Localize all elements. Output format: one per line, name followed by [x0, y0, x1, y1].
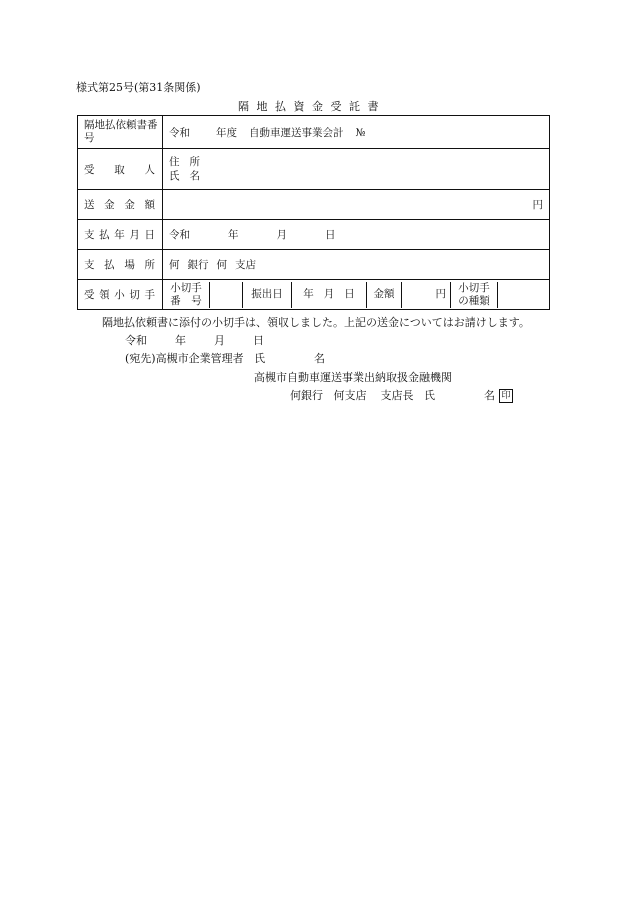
row-payment-place: [78, 250, 550, 280]
check-label-cell: [78, 280, 163, 310]
check-amount-label: 金額: [367, 282, 402, 308]
pay-date-day: 日: [325, 229, 336, 241]
addressee-prefix: (宛先)高槻市企業管理者: [125, 352, 244, 365]
amount-label-cell: [78, 190, 163, 220]
form-number: 様式第25号(第31条関係): [76, 81, 201, 94]
check-number-field[interactable]: [210, 282, 243, 308]
check-kind-field[interactable]: [498, 282, 550, 308]
place-field[interactable]: 何 銀行 何 支店: [163, 250, 550, 280]
recipient-address: 住 所: [169, 156, 200, 168]
amount-field[interactable]: [163, 190, 550, 220]
receipt-statement: 隔地払依頼書に添付の小切手は、領収しました。上記の送金についてはお請けします。: [102, 316, 530, 329]
issue-date-label: 振出日: [243, 282, 292, 308]
issue-date-field[interactable]: 年 月 日: [292, 282, 367, 308]
institution-name: 高槻市自動車運送事業出納取扱金融機関: [254, 371, 452, 384]
row-received-check: [78, 280, 550, 310]
date-line: 令和 年 月 日: [125, 334, 264, 347]
addressee-line: (宛先)高槻市企業管理者 氏 名: [125, 352, 326, 365]
check-number-label: 小切手 番 号: [170, 281, 202, 307]
recipient-label-cell: [78, 149, 163, 190]
document-title: 隔地払資金受託書: [214, 98, 410, 116]
recipient-field[interactable]: [163, 149, 550, 190]
amount-label: 送 金 金 額: [84, 199, 155, 211]
row-request-number: [78, 116, 550, 149]
pay-date-month: 月: [276, 229, 287, 241]
pay-date-era: 令和: [169, 229, 190, 241]
request-number-field[interactable]: [163, 116, 550, 149]
row-amount: [78, 190, 550, 220]
form-table: [77, 115, 550, 310]
seal-mark: 印: [499, 389, 513, 403]
recipient-label: 受 取 人: [84, 163, 155, 176]
pay-date-field[interactable]: [163, 220, 550, 250]
place-label: 支 払 場 所: [84, 259, 155, 271]
pay-date-label-cell: [78, 220, 163, 250]
row-recipient: [78, 149, 550, 190]
pay-date-label: 支 払 年 月 日: [84, 229, 155, 241]
check-label: 受 領 小 切 手: [84, 289, 155, 301]
check-detail-cell: [163, 280, 550, 310]
request-number-label: 隔地払依頼書番号: [78, 116, 163, 149]
request-year-suffix: 年度: [216, 126, 237, 139]
row-payment-date: [78, 220, 550, 250]
recipient-name: 氏 名: [169, 170, 200, 182]
request-era: 令和: [169, 126, 190, 139]
signer-line: 何銀行 何支店 支店長 氏 名 印: [290, 387, 513, 403]
amount-unit: 円: [532, 199, 543, 211]
check-detail-table: [163, 282, 549, 308]
check-amount-unit: 円: [435, 288, 446, 300]
pay-date-year: 年: [228, 229, 239, 241]
number-mark: №: [355, 126, 366, 139]
check-kind-label: 小切手 の種類: [451, 282, 498, 308]
account-name: 自動車運送事業会計: [249, 126, 344, 139]
place-label-cell: [78, 250, 163, 280]
place-branch: 何: [216, 259, 227, 271]
place-bank: 何: [169, 259, 180, 271]
check-amount-field[interactable]: [402, 282, 451, 308]
